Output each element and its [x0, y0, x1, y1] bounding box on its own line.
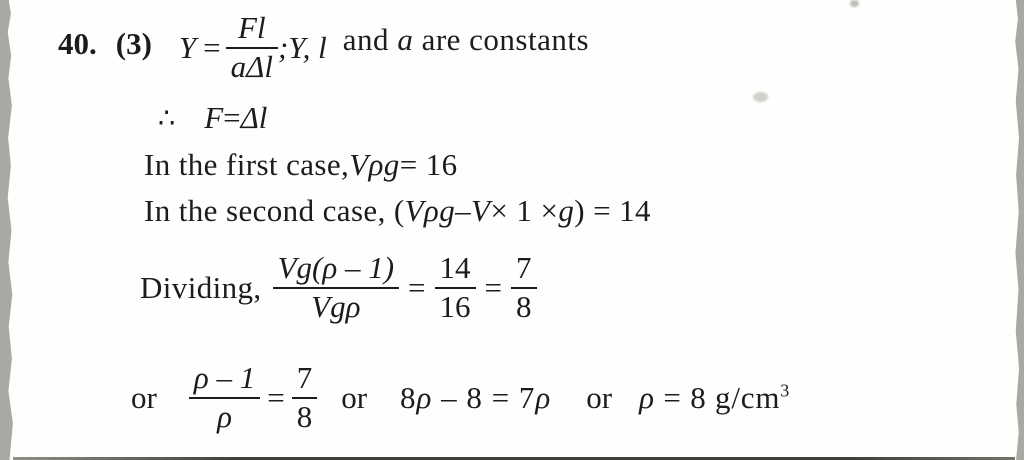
fraction-denominator: 8 — [296, 399, 313, 435]
delta-l-term: Δl — [240, 100, 268, 135]
expr-Vrhog: Vρg — [404, 193, 456, 228]
fraction-numerator: Fl — [238, 9, 266, 45]
word-and: and — [342, 22, 398, 57]
var-V: V — [471, 193, 491, 228]
scan-torn-edge-right — [1013, 0, 1024, 460]
fraction-Vg-rho-minus-1-over-Vgrho — [273, 249, 399, 325]
equals-sign: = — [223, 100, 241, 135]
expr-Vrhog: Vρg — [349, 147, 400, 182]
unit-exponent: 3 — [780, 380, 791, 401]
fraction-7-over-8 — [292, 359, 318, 435]
minus-sign: – — [455, 193, 472, 228]
solution-line-6 — [131, 352, 790, 444]
minus-8-equals-7: – 8 = 7 — [432, 380, 536, 415]
or-word: or — [131, 380, 157, 415]
fraction-numerator: 14 — [439, 249, 471, 285]
fraction-denominator: ρ — [217, 399, 232, 435]
equals-sign: = — [267, 380, 285, 415]
dividing-label: Dividing, — [140, 270, 262, 305]
equals-16: = 16 — [399, 147, 458, 182]
var-rho: ρ — [416, 380, 433, 415]
fraction-denominator: Vgρ — [311, 289, 361, 325]
equals-sign: = — [484, 270, 503, 305]
var-F: F — [204, 100, 224, 135]
equals-14: ) = 14 — [574, 193, 651, 228]
scan-artifact-smudge — [850, 0, 859, 7]
fraction-denominator: 8 — [516, 289, 532, 325]
var-g: g — [558, 193, 575, 228]
coeff-8: 8 — [400, 380, 417, 415]
solution-line-1 — [58, 6, 589, 90]
var-rho: ρ — [639, 380, 655, 415]
therefore-symbol: ∴ — [158, 102, 176, 134]
equation-lhs: Y — [178, 30, 197, 65]
times-1-times: × 1 × — [490, 193, 559, 228]
problem-number: 40. — [58, 26, 97, 61]
fraction-numerator: Vg(ρ – 1) — [277, 249, 395, 285]
var-a: a — [397, 22, 414, 57]
var-rho: ρ — [535, 380, 552, 415]
final-result — [639, 380, 790, 416]
are-constants-text: are constants — [413, 22, 590, 57]
fraction-denominator: 16 — [439, 289, 471, 325]
scan-artifact-smudge — [753, 92, 768, 102]
fraction-numerator: 7 — [296, 359, 313, 395]
constants-note — [343, 22, 589, 58]
scan-torn-edge-left — [0, 0, 14, 460]
or-word: or — [341, 380, 368, 415]
or-word: or — [586, 380, 613, 415]
fraction-Fl-over-aDeltal — [226, 9, 278, 85]
solution-line-3 — [144, 147, 458, 183]
first-case-text: In the first case, — [144, 147, 350, 182]
equals-8-unit: = 8 g/cm — [654, 380, 781, 415]
second-case-text: In the second case, ( — [144, 193, 405, 228]
fraction-denominator: aΔl — [230, 49, 273, 85]
after-fraction-vars: ;Y, l — [277, 30, 327, 65]
solution-line-2 — [158, 100, 267, 136]
fraction-rho-minus-1-over-rho — [189, 359, 260, 435]
equals-sign: = — [408, 270, 426, 305]
expr-8rho-equation — [400, 380, 551, 416]
answer-option: (3) — [115, 26, 152, 61]
fraction-7-over-8 — [511, 249, 537, 325]
equals-sign: = — [203, 30, 221, 65]
solution-line-5 — [140, 238, 537, 338]
fraction-numerator: ρ – 1 — [193, 359, 256, 395]
fraction-numerator: 7 — [516, 249, 532, 285]
fraction-14-over-16 — [435, 249, 476, 325]
solution-line-4 — [144, 193, 651, 229]
